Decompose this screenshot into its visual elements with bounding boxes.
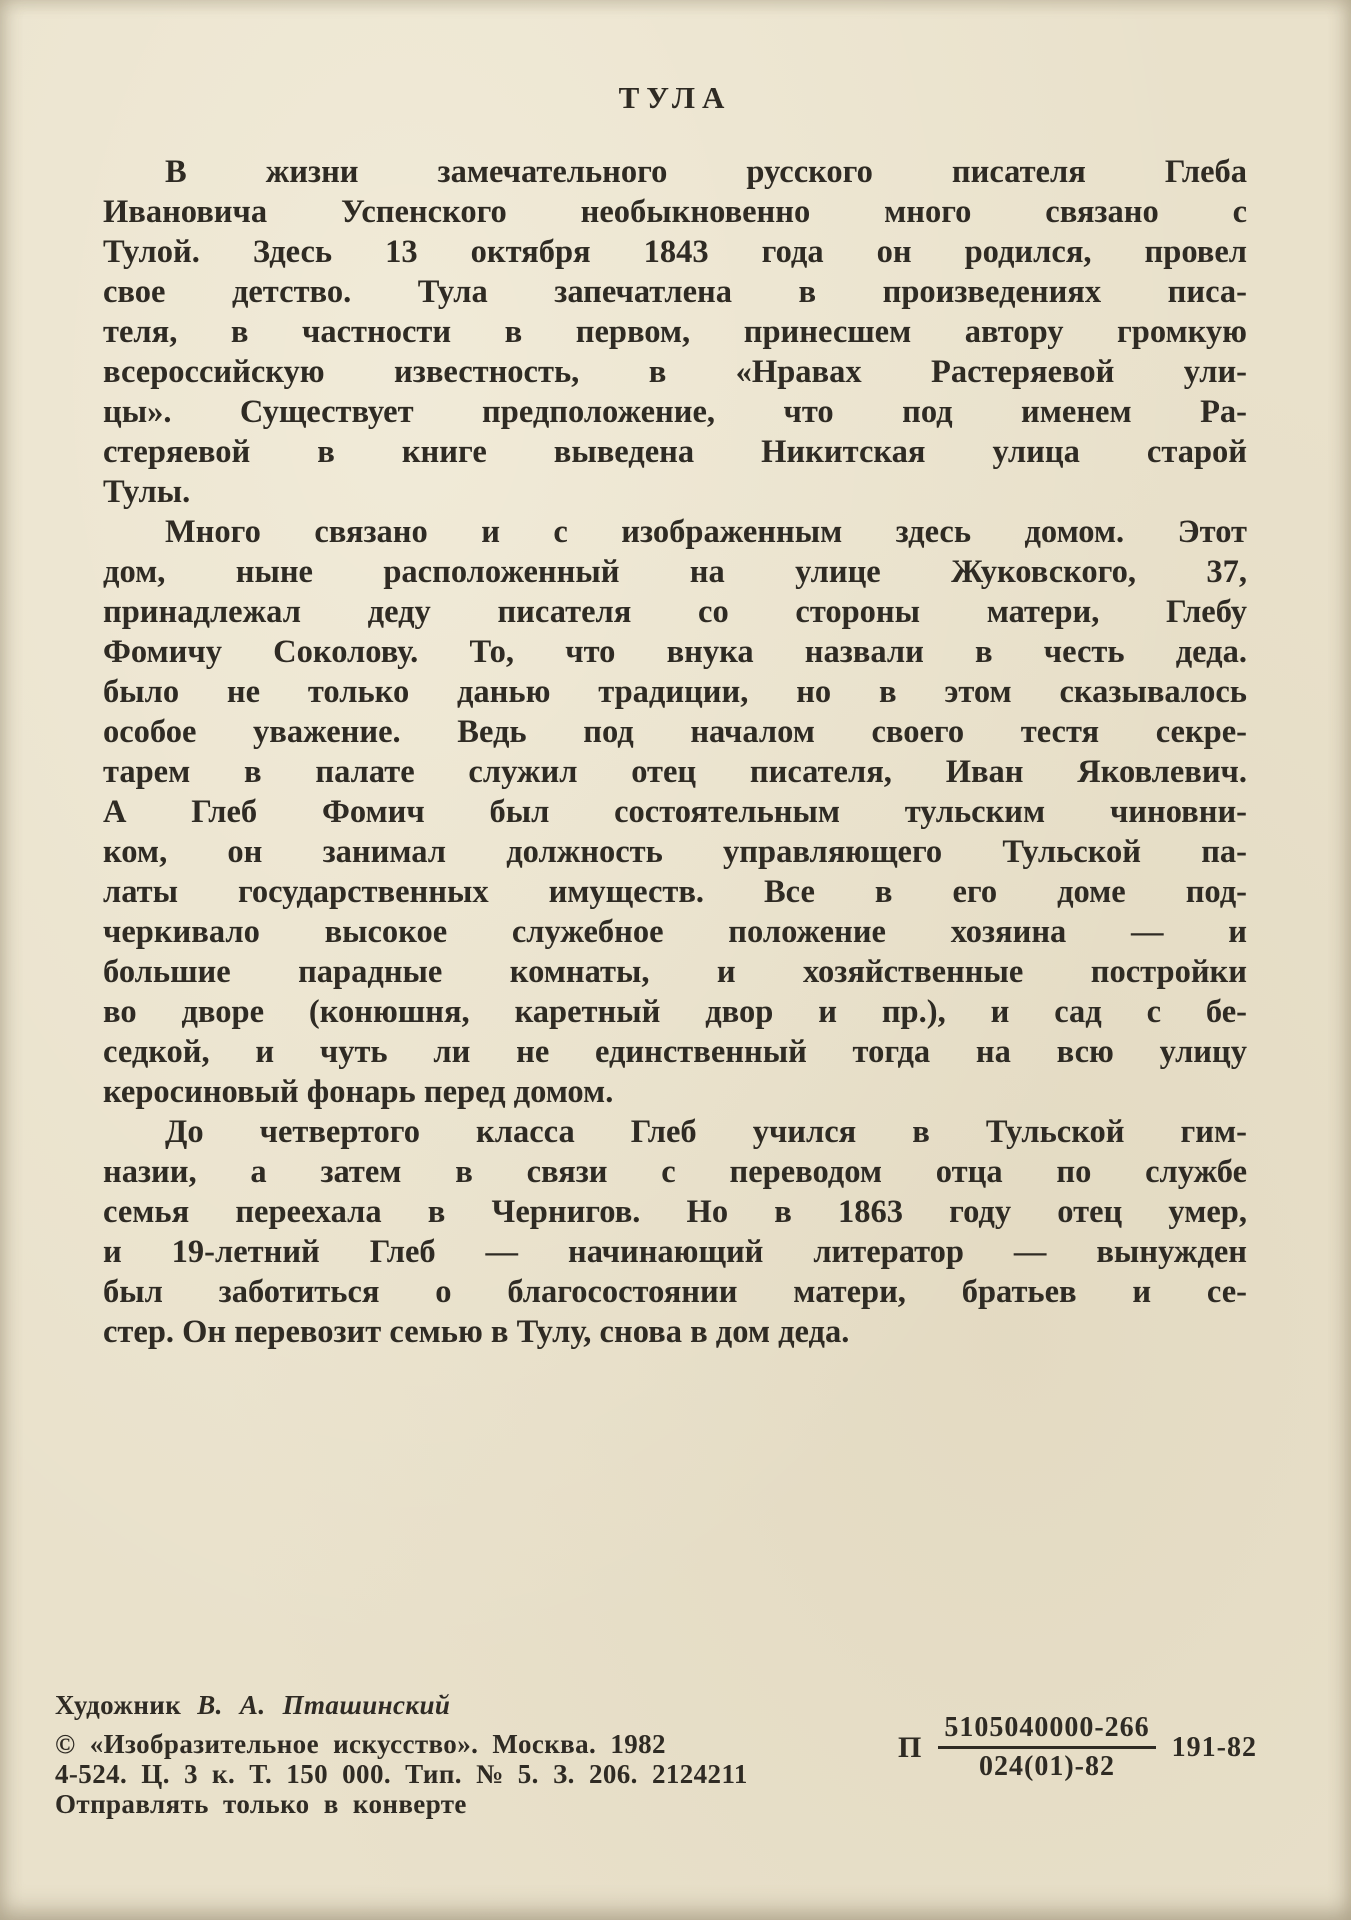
print-info-line: 4-524. Ц. 3 к. Т. 150 000. Тип. № 5. З. 206. 2124211 [55, 1759, 748, 1789]
text-line: Много связано и с изображенным здесь домом. Этот [165, 514, 1247, 550]
copyright-line: © «Изобразительное искусство». Москва. 1982 [55, 1729, 666, 1759]
text-line: Тулой. Здесь 13 октября 1843 года он родился, провел [103, 234, 1247, 270]
text-line: свое детство. Тула запечатлена в произведениях писа- [103, 274, 1247, 310]
text-line: Фомичу Соколову. То, что внука назвали в честь деда. [103, 634, 1247, 670]
paragraph [103, 152, 1247, 512]
text-line: большие парадные комнаты, и хозяйственные постройки [103, 954, 1247, 990]
catalog-index [898, 1712, 1257, 1783]
text-line: Ивановича Успенского необыкновенно много связано с [103, 194, 1247, 230]
paragraph [103, 1112, 1247, 1352]
text-line: назии, а затем в связи с переводом отца по службе [103, 1154, 1247, 1190]
page-title: ТУЛА [618, 80, 732, 115]
text-line: особое уважение. Ведь под началом своего тестя секре- [103, 714, 1247, 750]
text-line: ком, он занимал должность управляющего Тульской па- [103, 834, 1247, 870]
text-line: А Глеб Фомич был состоятельным тульским чиновни- [103, 794, 1247, 830]
text-line: черкивало высокое служебное положение хозяина — и [103, 914, 1247, 950]
text-line: стер. Он перевозит семью в Тулу, снова в дом деда. [103, 1314, 850, 1350]
text-line: всероссийскую известность, в «Нравах Растеряевой ули- [103, 354, 1247, 390]
index-suffix: 191-82 [1171, 1731, 1257, 1763]
index-prefix: П [898, 1730, 923, 1764]
artist-line [55, 1690, 748, 1720]
text-line: Тулы. [103, 474, 191, 510]
artist-label: Художник [55, 1690, 182, 1720]
body-text [103, 152, 1247, 1352]
colophon [55, 1690, 748, 1819]
text-line: теля, в частности в первом, принесшем автору громкую [103, 314, 1247, 350]
text-line: было не только данью традиции, но в этом сказывалось [103, 674, 1247, 710]
text-line: латы государственных имуществ. Все в его доме под- [103, 874, 1247, 910]
text-line: семья переехала в Чернигов. Но в 1863 году отец умер, [103, 1194, 1247, 1230]
index-numerator: 5105040000-266 [938, 1712, 1155, 1749]
text-line: До четвертого класса Глеб учился в Тульской гим- [165, 1114, 1247, 1150]
text-line: стеряевой в книге выведена Никитская улица старой [103, 434, 1247, 470]
mailing-note-line: Отправлять только в конверте [55, 1789, 467, 1819]
text-line: был заботиться о благосостоянии матери, братьев и се- [103, 1274, 1247, 1310]
text-line: В жизни замечательного русского писателя Глеба [165, 154, 1247, 190]
text-line: цы». Существует предположение, что под именем Ра- [103, 394, 1247, 430]
text-line: тарем в палате служил отец писателя, Иван Яковлевич. [103, 754, 1247, 790]
text-line: керосиновый фонарь перед домом. [103, 1074, 614, 1110]
paragraph [103, 512, 1247, 1112]
text-line: и 19-летний Глеб — начинающий литератор — вынужден [103, 1234, 1247, 1270]
artist-name: В. А. Пташинский [197, 1690, 451, 1720]
text-line: принадлежал деду писателя со стороны матери, Глебу [103, 594, 1247, 630]
text-line: во дворе (конюшня, каретный двор и пр.), и сад с бе- [103, 994, 1247, 1030]
text-line: седкой, и чуть ли не единственный тогда на всю улицу [103, 1034, 1247, 1070]
text-line: дом, ныне расположенный на улице Жуковского, 37, [103, 554, 1247, 590]
index-denominator: 024(01)-82 [979, 1751, 1115, 1782]
index-fraction [938, 1712, 1155, 1783]
